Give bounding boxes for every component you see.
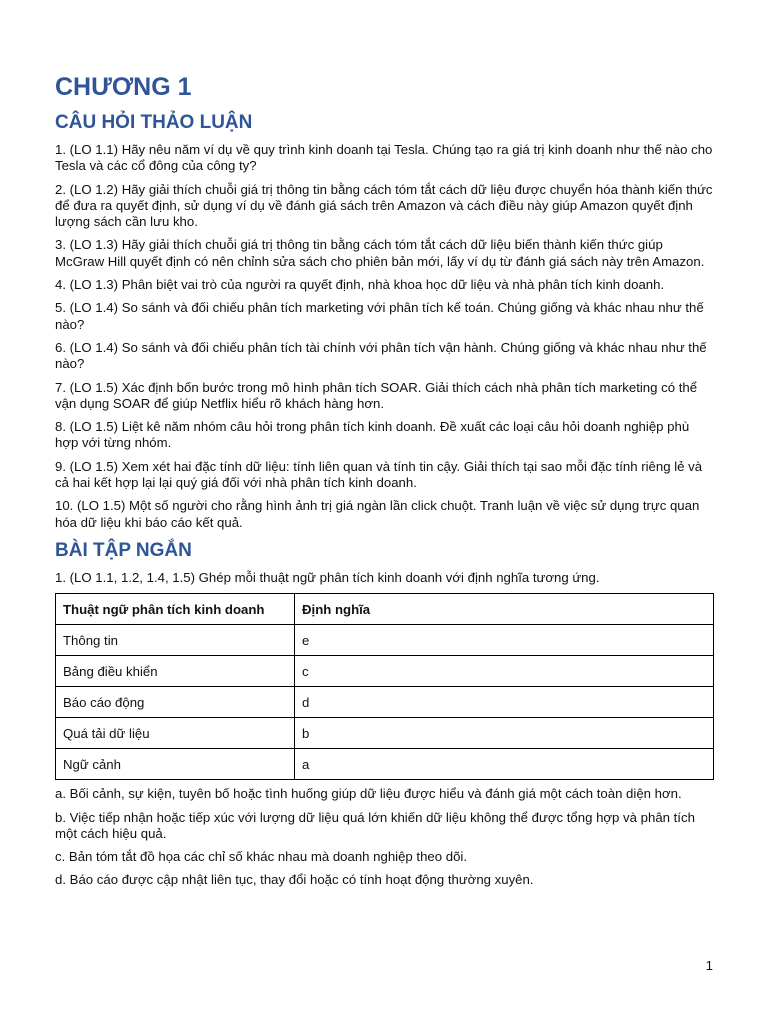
table-header-definition: Định nghĩa bbox=[295, 594, 714, 625]
exercise-intro: 1. (LO 1.1, 1.2, 1.4, 1.5) Ghép mỗi thuật ngữ phân tích kinh doanh với định nghĩa tương ứng. bbox=[55, 569, 600, 585]
table-row bbox=[56, 625, 714, 656]
matching-table bbox=[55, 593, 714, 780]
page-content bbox=[55, 70, 715, 896]
table-cell-term: Báo cáo động bbox=[56, 687, 295, 718]
discussion-question: 6. (LO 1.4) So sánh và đối chiếu phân tích tài chính với phân tích vận hành. Chúng giống và khác nhau như thế nào? bbox=[55, 339, 707, 372]
table-cell-definition: a bbox=[295, 749, 714, 780]
table-row bbox=[56, 656, 714, 687]
discussion-list bbox=[55, 142, 715, 531]
table-header-term: Thuật ngữ phân tích kinh doanh bbox=[56, 594, 295, 625]
table-row bbox=[56, 718, 714, 749]
definition-list bbox=[55, 786, 715, 888]
table-cell-definition: d bbox=[295, 687, 714, 718]
table-cell-definition: e bbox=[295, 625, 714, 656]
discussion-question: 4. (LO 1.3) Phân biệt vai trò của người ra quyết định, nhà khoa học dữ liệu và nhà phân tích kinh doanh. bbox=[55, 277, 665, 293]
table-cell-term: Bảng điều khiển bbox=[56, 656, 295, 687]
short-exercises-heading: BÀI TẬP NGẮN bbox=[55, 539, 192, 561]
discussion-question: 2. (LO 1.2) Hãy giải thích chuỗi giá trị thông tin bằng cách tóm tắt cách dữ liệu được chuyển hóa thành kiến thức để đưa ra quyết định, sử dụng ví dụ về đánh giá sách trên Amazon và cách điều này giúp Amazon quyết định lượng sách cần lưu kho. bbox=[55, 181, 713, 230]
table-cell-definition: b bbox=[295, 718, 714, 749]
discussion-question: 1. (LO 1.1) Hãy nêu năm ví dụ về quy trình kinh doanh tại Tesla. Chúng tạo ra giá trị kinh doanh như thế nào cho Tesla và các cổ đông của công ty? bbox=[55, 142, 713, 174]
discussion-heading: CÂU HỎI THẢO LUẬN bbox=[55, 112, 253, 133]
chapter-title: CHƯƠNG 1 bbox=[55, 73, 192, 101]
discussion-question: 3. (LO 1.3) Hãy giải thích chuỗi giá trị thông tin bằng cách tóm tắt cách dữ liệu biến thành kiến thức giúp McGraw Hill quyết định có nên chỉnh sửa sách cho phiên bản mới, lấy ví dụ từ đánh giá sách này trên Amazon. bbox=[55, 237, 705, 269]
table-header-row bbox=[56, 594, 714, 625]
discussion-question: 7. (LO 1.5) Xác định bốn bước trong mô hình phân tích SOAR. Giải thích cách nhà phân tích marketing có thể vận dụng SOAR để giúp Netflix hiểu rõ khách hàng hơn. bbox=[55, 379, 698, 411]
definition-item: a. Bối cảnh, sự kiện, tuyên bố hoặc tình huống giúp dữ liệu được hiểu và đánh giá một cách toàn diện hơn. bbox=[55, 786, 682, 802]
definition-item: d. Báo cáo được cập nhật liên tục, thay đổi hoặc có tính hoạt động thường xuyên. bbox=[55, 872, 534, 888]
definition-item: b. Việc tiếp nhận hoặc tiếp xúc với lượng dữ liệu quá lớn khiến dữ liệu không thể được tổng hợp và phân tích một cách hiệu quả. bbox=[55, 809, 695, 841]
table-row bbox=[56, 687, 714, 718]
discussion-question: 10. (LO 1.5) Một số người cho rằng hình ảnh trị giá ngàn lần click chuột. Tranh luận về việc sử dụng trực quan hóa dữ liệu khi báo cáo kết quả. bbox=[55, 498, 700, 530]
definition-item: c. Bản tóm tắt đồ họa các chỉ số khác nhau mà doanh nghiệp theo dõi. bbox=[55, 849, 468, 865]
discussion-question: 9. (LO 1.5) Xem xét hai đặc tính dữ liệu: tính liên quan và tính tin cậy. Giải thích tại sao mỗi đặc tính riêng lẻ và cả hai kết hợp lại lại quý giá đối với nhà phân tích kinh doanh. bbox=[55, 458, 703, 491]
table-cell-definition: c bbox=[295, 656, 714, 687]
page-number: 1 bbox=[705, 958, 713, 973]
table-cell-term: Ngữ cảnh bbox=[56, 749, 295, 780]
discussion-question: 5. (LO 1.4) So sánh và đối chiếu phân tích marketing với phân tích kế toán. Chúng giống và khác nhau như thế nào? bbox=[55, 300, 704, 332]
table-row bbox=[56, 749, 714, 780]
discussion-question: 8. (LO 1.5) Liệt kê năm nhóm câu hỏi trong phân tích kinh doanh. Đề xuất các loại câu hỏi doanh nghiệp phù hợp với từng nhóm. bbox=[55, 419, 690, 451]
table-cell-term: Quá tải dữ liệu bbox=[56, 718, 295, 749]
table-cell-term: Thông tin bbox=[56, 625, 295, 656]
